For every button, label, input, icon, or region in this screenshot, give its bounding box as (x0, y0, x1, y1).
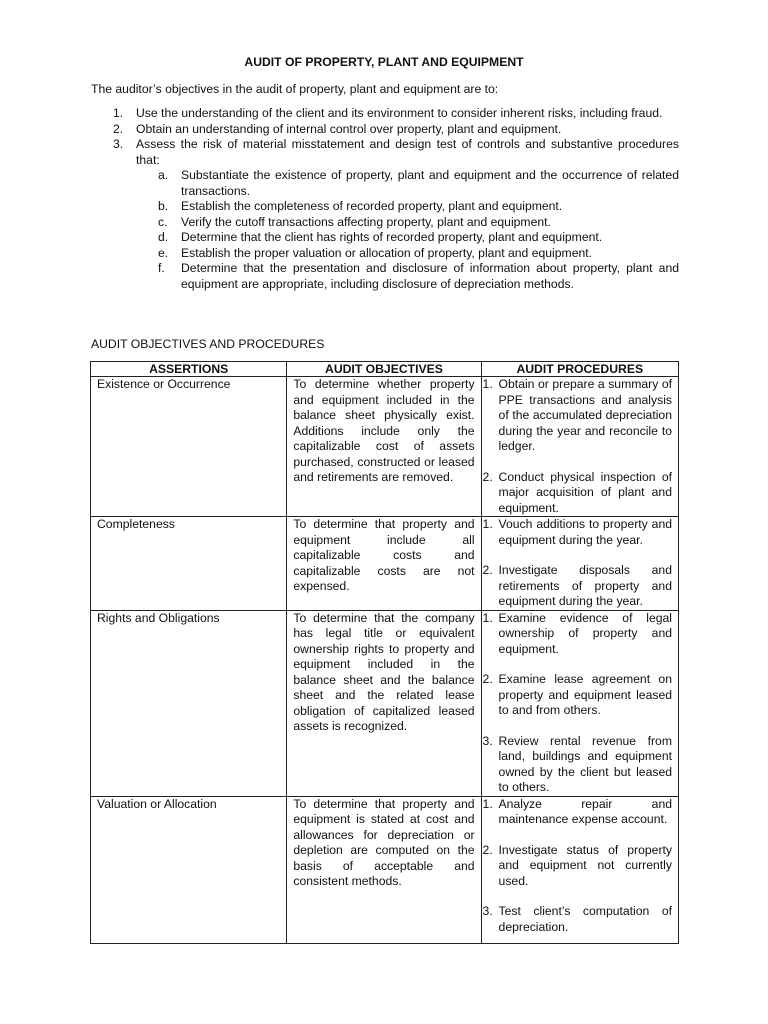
objectives-list (91, 106, 679, 292)
procedure-number: 1. (482, 610, 493, 625)
procedure-text: Examine evidence of legal ownership of property and equipment. (498, 610, 672, 656)
procedures-cell (481, 610, 678, 796)
objective-item (91, 122, 679, 138)
document-title: AUDIT OF PROPERTY, PLANT AND EQUIPMENT (244, 55, 524, 69)
assertion-cell: Completeness (91, 517, 287, 611)
procedure-item (482, 842, 672, 890)
assertion-cell: Valuation or Allocation (91, 796, 287, 943)
sub-objective-text: Substantiate the existence of property, plant and equipment and the occurrence of related transactions. (181, 168, 679, 198)
header-audit-procedures: AUDIT PROCEDURES (481, 362, 678, 377)
objective-cell: To determine whether property and equipment included in the balance sheet physically exist. Additions include only the capitalizable cost of assets purchased, constructed or leased and retirements are removed. (287, 377, 481, 517)
procedure-number: 2. (482, 563, 493, 577)
procedure-item (482, 517, 672, 548)
objective-cell: To determine that property and equipment include all capitalizable costs and capitalizable costs are not expensed. (287, 517, 481, 611)
intro-paragraph: The auditor’s objectives in the audit of property, plant and equipment are to: (91, 82, 499, 96)
objective-cell: To determine that the company has legal title or equivalent ownership rights to property and equipment included in the balance sheet and the balance sheet and the related lease obligation of capitalized leased assets is recognized. (287, 610, 481, 796)
sub-objective-item (136, 261, 679, 292)
sub-objective-item (136, 168, 679, 199)
procedure-number: 1. (482, 796, 493, 811)
objective-cell: To determine that property and equipment is stated at cost and allowances for depreciation or depletion are computed on the basis of acceptable and consistent methods. (287, 796, 481, 943)
procedure-text: Analyze repair and maintenance expense account. (498, 796, 672, 826)
sub-objectives-list (136, 168, 679, 292)
procedure-item (482, 610, 672, 658)
sub-objective-letter: e. (158, 245, 169, 260)
objective-text: Assess the risk of material misstatement and design test of controls and substantive procedures that: (136, 137, 679, 167)
procedure-text: Investigate status of property and equipment not currently used. (498, 842, 672, 888)
procedure-item (482, 672, 672, 719)
procedures-list (482, 377, 672, 516)
procedure-text: Investigate disposals and retirements of property and equipment during the year. (498, 563, 672, 608)
procedure-number: 1. (482, 377, 493, 391)
sub-objective-item (136, 215, 679, 231)
procedure-text: Conduct physical inspection of major acquisition of plant and equipment. (498, 469, 672, 515)
procedure-text: Vouch additions to property and equipment during the year. (498, 517, 672, 547)
sub-objective-letter: a. (158, 168, 169, 182)
procedure-item (482, 796, 672, 828)
table-row (91, 517, 679, 611)
procedure-text: Test client’s computation of depreciation. (498, 904, 672, 934)
sub-objective-letter: d. (158, 230, 169, 244)
procedure-item (482, 563, 672, 610)
objective-text: Obtain an understanding of internal control over property, plant and equipment. (136, 121, 562, 136)
audit-table (90, 361, 679, 944)
header-assertions: ASSERTIONS (91, 362, 287, 377)
sub-objective-text: Determine that the client has rights of recorded property, plant and equipment. (181, 230, 603, 244)
objective-item (91, 137, 679, 292)
procedure-number: 2. (482, 672, 493, 686)
header-audit-objectives: AUDIT OBJECTIVES (287, 362, 481, 377)
objective-number: 2. (113, 121, 124, 136)
procedures-cell (481, 796, 678, 943)
sub-objective-letter: b. (158, 199, 169, 213)
section-title: AUDIT OBJECTIVES AND PROCEDURES (91, 337, 325, 351)
assertion-cell: Existence or Occurrence (91, 377, 287, 517)
sub-objective-item (136, 230, 679, 246)
procedure-number: 3. (482, 904, 493, 918)
sub-objective-letter: f. (158, 261, 165, 275)
procedure-item (482, 469, 672, 517)
procedure-item (482, 733, 672, 796)
procedures-cell (481, 517, 678, 611)
procedures-list (482, 796, 672, 936)
procedures-list (482, 610, 672, 796)
objective-number: 1. (113, 106, 124, 120)
sub-objective-text: Establish the completeness of recorded property, plant and equipment. (181, 199, 563, 213)
procedures-cell (481, 377, 678, 517)
table-row (91, 377, 679, 517)
procedure-number: 2. (482, 469, 493, 484)
procedure-item (482, 904, 672, 935)
procedure-text: Review rental revenue from land, buildings and equipment owned by the client but leased to others. (498, 733, 672, 794)
table-header-row (91, 362, 679, 377)
procedure-number: 1. (482, 517, 493, 531)
sub-objective-letter: c. (158, 214, 168, 229)
procedure-item (482, 377, 672, 455)
sub-objective-item (136, 199, 679, 215)
assertion-cell: Rights and Obligations (91, 610, 287, 796)
sub-objective-item (136, 246, 679, 262)
table-row (91, 796, 679, 943)
objective-text: Use the understanding of the client and its environment to consider inherent risks, including fraud. (136, 106, 663, 120)
procedure-text: Obtain or prepare a summary of PPE transactions and analysis of the accumulated depreciation during the year and reconcile to ledger. (498, 377, 672, 453)
objective-number: 3. (113, 137, 124, 151)
sub-objective-text: Verify the cutoff transactions affecting property, plant and equipment. (181, 214, 551, 229)
table-row (91, 610, 679, 796)
sub-objective-text: Determine that the presentation and disclosure of information about property, plant and equipment are appropriate, including disclosure of depreciation methods. (181, 261, 679, 291)
procedure-text: Examine lease agreement on property and equipment leased to and from others. (498, 672, 672, 717)
procedures-list (482, 517, 672, 610)
objective-item (91, 106, 679, 122)
sub-objective-text: Establish the proper valuation or allocation of property, plant and equipment. (181, 245, 593, 260)
procedure-number: 2. (482, 842, 493, 857)
procedure-number: 3. (482, 733, 493, 748)
